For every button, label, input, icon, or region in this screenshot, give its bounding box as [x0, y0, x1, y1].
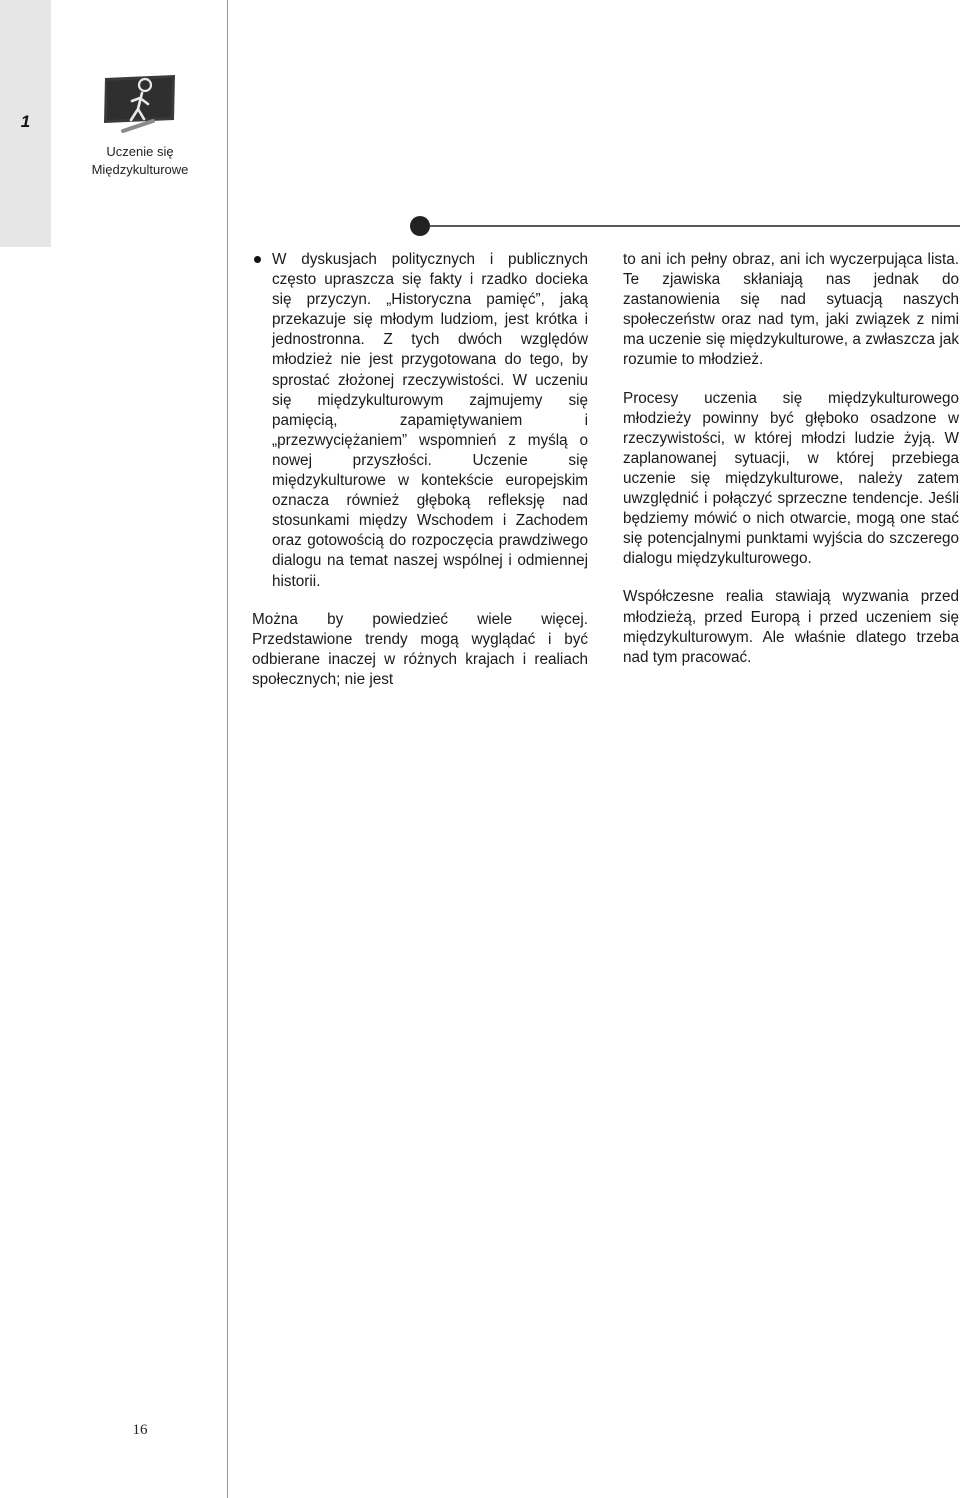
left-column — [252, 250, 588, 690]
chapter-number: 1 — [20, 112, 31, 131]
section-title — [52, 143, 228, 179]
bullet-paragraph-text: W dyskusjach politycznych i publicznych często upraszcza się fakty i rzadko docieka się przyczyn. „Historyczna pamięć”, jaką przekazuje się młodym ludziom, jest krótka i jednostronna. Z tych dwóch względów młodzież nie jest przygotowana do tego, by sprostać złożonej rzeczywistości. W uczeniu się międzykulturowym zajmujemy się pamięcią, zapamiętywaniem i „przezwyciężaniem” wspomnień z myślą o nowej przyszłości. Uczenie się międzykulturowe w kontekście europejskim oznacza również głęboką refleksję nad stosunkami między Wschodem i Zachodem oraz gotowością do rozpoczęcia prawdziwego dialogu na temat naszej wspólnej i odmiennej historii. — [272, 251, 588, 590]
header-rule — [410, 215, 960, 237]
page-number: 16 — [132, 1422, 148, 1438]
bullet-paragraph — [252, 250, 588, 592]
right-paragraph-1: to ani ich pełny obraz, ani ich wyczerpująca lista. Te zjawiska skłaniają nas jednak do zastanowienia się nad sytuacją naszych społeczeństw oraz nad tym, jaki związek z nimi ma uczenie się międzykulturowe, a zwłaszcza jak rozumie to młodzież. — [623, 251, 959, 369]
right-paragraph-3: Współczesne realia stawiają wyzwania przed młodzieżą, przed Europą i przed uczeniem się międzykulturowym. Ale właśnie dlatego trzeba nad tym pracować. — [623, 588, 959, 666]
section-title-line2: Międzykulturowe — [91, 162, 189, 177]
bullet-icon — [254, 256, 261, 263]
right-column — [623, 250, 959, 668]
walking-figure-flag-icon — [101, 74, 177, 136]
vertical-divider — [227, 0, 228, 1498]
right-paragraph-2: Procesy uczenia się międzykulturowego młodzieży powinny być głęboko osadzone w rzeczywistości, w której młodzi ludzie żyją. W zaplanowanej sytuacji, w której przebiega uczenie się międzykulturowe, należy zatem uwzględnić i połączyć sprzeczne tendencje. Jeśli będziemy mówić o nich otwarcie, mogą one stać się potencjalnymi punktami wyjścia do szczerego dialogu międzykulturowego. — [623, 389, 959, 568]
section-title-line1: Uczenie się — [106, 144, 174, 159]
left-paragraph-2: Można by powiedzieć wiele więcej. Przedstawione trendy mogą wyglądać i być odbierane inaczej w różnych krajach i realiach społecznych; nie jest — [252, 610, 588, 688]
